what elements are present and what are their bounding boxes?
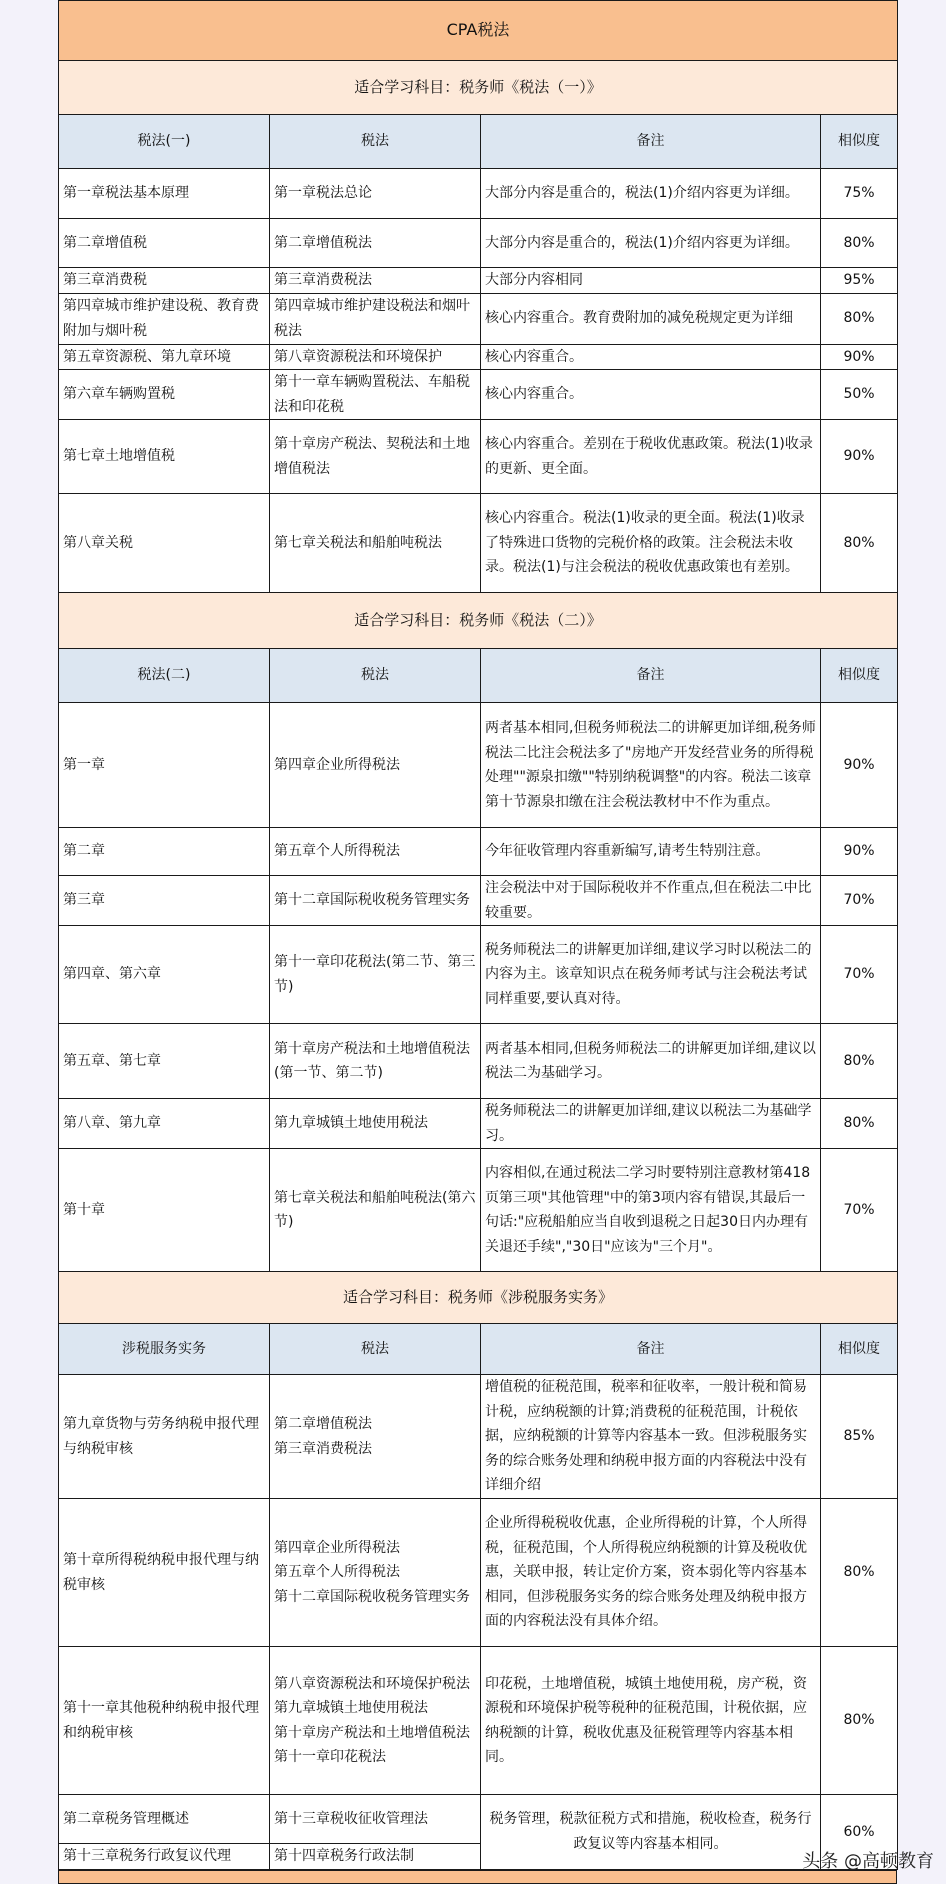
table-row xyxy=(59,1499,898,1647)
column-header-notes: 备注 xyxy=(481,649,821,703)
similarity: 80% xyxy=(821,494,898,593)
table-title-row xyxy=(59,1,898,61)
column-header-cpa-tax: 税法 xyxy=(270,649,481,703)
source-chapter: 第十一章其他税种纳税申报代理和纳税审核 xyxy=(59,1647,270,1795)
source-chapter: 第十章所得税纳税申报代理与纳税审核 xyxy=(59,1499,270,1647)
cpa-chapter: 第二章增值税法 第三章消费税法 xyxy=(270,1375,481,1499)
cpa-chapter: 第九章城镇土地使用税法 xyxy=(270,1099,481,1149)
notes: 增值税的征税范围，税率和征收率，一般计税和简易计税，应纳税额的计算;消费税的征税范围，计税依据，应纳税额的计算等内容基本一致。但涉税服务实务的综合账务处理和纳税申报方面的内容税法中没有详细介绍 xyxy=(481,1375,821,1499)
source-chapter: 第三章 xyxy=(59,876,270,926)
cpa-chapter: 第五章个人所得税法 xyxy=(270,828,481,876)
source-chapter: 第一章 xyxy=(59,703,270,828)
column-header-source: 税法(二) xyxy=(59,649,270,703)
table-row xyxy=(59,169,898,219)
source-chapter: 第二章增值税 xyxy=(59,219,270,268)
notes: 两者基本相同,但税务师税法二的讲解更加详细,建议以税法二为基础学习。 xyxy=(481,1024,821,1099)
cpa-chapter: 第十章房产税法、契税法和土地增值税法 xyxy=(270,420,481,494)
table-row xyxy=(59,876,898,926)
notes: 税务管理，税款征税方式和措施，税收检查，税务行政复议等内容基本相同。 xyxy=(481,1795,821,1870)
table-row xyxy=(59,1647,898,1795)
similarity: 90% xyxy=(821,703,898,828)
notes: 大部分内容是重合的，税法(1)介绍内容更为详细。 xyxy=(481,169,821,219)
similarity: 80% xyxy=(821,1024,898,1099)
cpa-chapter: 第十一章印花税法(第二节、第三节) xyxy=(270,926,481,1024)
similarity: 80% xyxy=(821,219,898,268)
source-chapter: 第二章税务管理概述 xyxy=(59,1795,270,1844)
cpa-chapter: 第四章企业所得税法 xyxy=(270,703,481,828)
table-row xyxy=(59,494,898,593)
comparison-sheet xyxy=(58,0,897,1884)
similarity: 90% xyxy=(821,344,898,370)
similarity: 90% xyxy=(821,828,898,876)
similarity: 80% xyxy=(821,1099,898,1149)
similarity: 50% xyxy=(821,370,898,420)
table-row xyxy=(59,1149,898,1272)
cpa-chapter: 第十四章税务行政法制 xyxy=(270,1844,481,1870)
footer-bar xyxy=(58,1870,897,1884)
similarity: 70% xyxy=(821,876,898,926)
source-chapter: 第五章资源税、第九章环境 xyxy=(59,344,270,370)
similarity: 75% xyxy=(821,169,898,219)
notes: 税务师税法二的讲解更加详细,建议学习时以税法二的内容为主。该章知识点在税务师考试与注会税法考试同样重要,要认真对待。 xyxy=(481,926,821,1024)
table-row xyxy=(59,926,898,1024)
table-row xyxy=(59,703,898,828)
similarity: 80% xyxy=(821,1647,898,1795)
table-row xyxy=(59,370,898,420)
section-subtitle: 适合学习科目：税务师《税法（二）》 xyxy=(59,593,898,649)
section-subtitle-row xyxy=(59,61,898,115)
section-subtitle-row xyxy=(59,1272,898,1324)
notes: 核心内容重合。差别在于税收优惠政策。税法(1)收录的更新、更全面。 xyxy=(481,420,821,494)
cpa-chapter: 第八章资源税法和环境保护税法 第九章城镇土地使用税法 第十章房产税法和土地增值税法 第十一章印花税法 xyxy=(270,1647,481,1795)
column-header-similarity: 相似度 xyxy=(821,649,898,703)
notes: 两者基本相同,但税务师税法二的讲解更加详细,税务师税法二比注会税法多了"房地产开发经营业务的所得税处理""源泉扣缴""特别纳税调整"的内容。税法二该章第十节源泉扣缴在注会税法教材中不作为重点。 xyxy=(481,703,821,828)
notes: 注会税法中对于国际税收并不作重点,但在税法二中比较重要。 xyxy=(481,876,821,926)
column-header-source: 涉税服务实务 xyxy=(59,1324,270,1375)
cpa-chapter: 第七章关税法和船舶吨税法 xyxy=(270,494,481,593)
cpa-chapter: 第十二章国际税收税务管理实务 xyxy=(270,876,481,926)
header-row xyxy=(59,115,898,169)
source-chapter: 第九章货物与劳务纳税申报代理与纳税审核 xyxy=(59,1375,270,1499)
cpa-chapter: 第十三章税收征收管理法 xyxy=(270,1795,481,1844)
notes: 税务师税法二的讲解更加详细,建议以税法二为基础学习。 xyxy=(481,1099,821,1149)
table-row xyxy=(59,1375,898,1499)
column-header-cpa-tax: 税法 xyxy=(270,115,481,169)
table-title: CPA税法 xyxy=(59,1,898,61)
source-chapter: 第四章、第六章 xyxy=(59,926,270,1024)
column-header-similarity: 相似度 xyxy=(821,1324,898,1375)
notes: 核心内容重合。税法(1)收录的更全面。税法(1)收录了特殊进口货物的完税价格的政策。注会税法未收录。税法(1)与注会税法的税收优惠政策也有差别。 xyxy=(481,494,821,593)
source-chapter: 第八章、第九章 xyxy=(59,1099,270,1149)
notes: 大部分内容是重合的，税法(1)介绍内容更为详细。 xyxy=(481,219,821,268)
source-chapter: 第四章城市维护建设税、教育费附加与烟叶税 xyxy=(59,293,270,344)
cpa-chapter: 第十一章车辆购置税法、车船税法和印花税 xyxy=(270,370,481,420)
table-row xyxy=(59,293,898,344)
similarity: 60% xyxy=(821,1795,898,1870)
similarity: 70% xyxy=(821,926,898,1024)
notes: 内容相似,在通过税法二学习时要特别注意教材第418页第三项"其他管理"中的第3项内容有错误,其最后一句话:"应税船舶应当自收到退税之日起30日内办理有关退还手续","30日"应该为"三个月"。 xyxy=(481,1149,821,1272)
notes: 企业所得税税收优惠，企业所得税的计算，个人所得税，征税范围，个人所得税应纳税额的计算及税收优惠，关联申报，转让定价方案，资本弱化等内容基本相同，但涉税服务实务的综合账务处理及纳税申报方面的内容税法没有具体介绍。 xyxy=(481,1499,821,1647)
column-header-similarity: 相似度 xyxy=(821,115,898,169)
table-row xyxy=(59,1099,898,1149)
watermark-credit: 头条 @高顿教育 xyxy=(802,1851,934,1872)
table-row xyxy=(59,268,898,294)
notes: 核心内容重合。教育费附加的减免税规定更为详细 xyxy=(481,293,821,344)
table-row xyxy=(59,219,898,268)
cpa-chapter: 第八章资源税法和环境保护 xyxy=(270,344,481,370)
notes: 印花税，土地增值税，城镇土地使用税，房产税，资源税和环境保护税等税种的征税范围，计税依据，应纳税额的计算，税收优惠及征税管理等内容基本相同。 xyxy=(481,1647,821,1795)
header-row xyxy=(59,1324,898,1375)
comparison-table xyxy=(58,0,898,1870)
notes: 核心内容重合。 xyxy=(481,344,821,370)
source-chapter: 第十章 xyxy=(59,1149,270,1272)
cpa-chapter: 第四章城市维护建设税法和烟叶税法 xyxy=(270,293,481,344)
cpa-chapter: 第二章增值税法 xyxy=(270,219,481,268)
table-row xyxy=(59,420,898,494)
source-chapter: 第七章土地增值税 xyxy=(59,420,270,494)
source-chapter: 第二章 xyxy=(59,828,270,876)
section-subtitle: 适合学习科目：税务师《涉税服务实务》 xyxy=(59,1272,898,1324)
similarity: 95% xyxy=(821,268,898,294)
table-row xyxy=(59,828,898,876)
column-header-source: 税法(一) xyxy=(59,115,270,169)
table-row xyxy=(59,1795,898,1844)
similarity: 85% xyxy=(821,1375,898,1499)
source-chapter: 第三章消费税 xyxy=(59,268,270,294)
notes: 今年征收管理内容重新编写,请考生特别注意。 xyxy=(481,828,821,876)
notes: 大部分内容相同 xyxy=(481,268,821,294)
source-chapter: 第十三章税务行政复议代理 xyxy=(59,1844,270,1870)
cpa-chapter: 第四章企业所得税法 第五章个人所得税法 第十二章国际税收税务管理实务 xyxy=(270,1499,481,1647)
similarity: 80% xyxy=(821,1499,898,1647)
table-row xyxy=(59,1024,898,1099)
column-header-cpa-tax: 税法 xyxy=(270,1324,481,1375)
column-header-notes: 备注 xyxy=(481,1324,821,1375)
header-row xyxy=(59,649,898,703)
notes: 核心内容重合。 xyxy=(481,370,821,420)
source-chapter: 第一章税法基本原理 xyxy=(59,169,270,219)
column-header-notes: 备注 xyxy=(481,115,821,169)
similarity: 70% xyxy=(821,1149,898,1272)
source-chapter: 第六章车辆购置税 xyxy=(59,370,270,420)
cpa-chapter: 第一章税法总论 xyxy=(270,169,481,219)
similarity: 80% xyxy=(821,293,898,344)
source-chapter: 第八章关税 xyxy=(59,494,270,593)
similarity: 90% xyxy=(821,420,898,494)
cpa-chapter: 第十章房产税法和土地增值税法(第一节、第二节) xyxy=(270,1024,481,1099)
source-chapter: 第五章、第七章 xyxy=(59,1024,270,1099)
cpa-chapter: 第七章关税法和船舶吨税法(第六节) xyxy=(270,1149,481,1272)
table-row xyxy=(59,344,898,370)
section-subtitle-row xyxy=(59,593,898,649)
section-subtitle: 适合学习科目：税务师《税法（一）》 xyxy=(59,61,898,115)
cpa-chapter: 第三章消费税法 xyxy=(270,268,481,294)
